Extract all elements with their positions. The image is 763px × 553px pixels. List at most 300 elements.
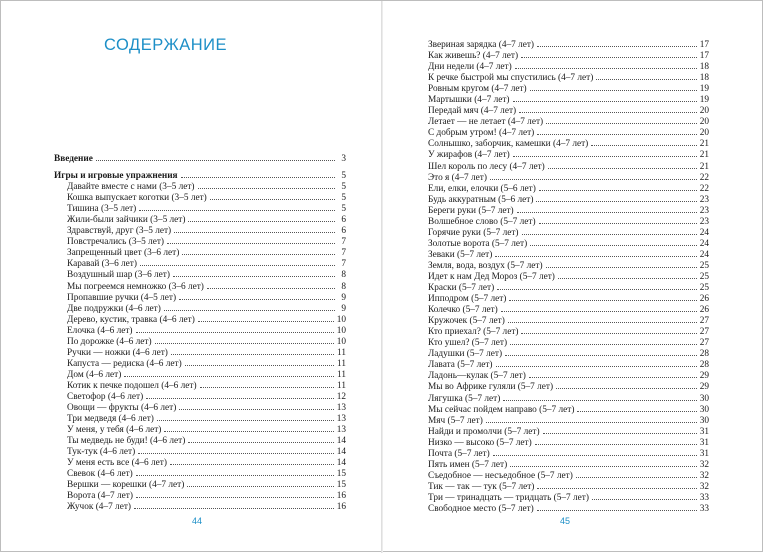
toc-entry (54, 337, 346, 348)
toc-entry-page: 19 (699, 84, 709, 95)
toc-entry-page: 9 (341, 292, 346, 303)
toc-entry (428, 427, 709, 438)
toc-entry-page: 29 (699, 371, 709, 382)
toc-entry-title: Мартышки (4–7 лет) (428, 95, 510, 106)
toc-entry-title: Золотые ворота (5–7 лет) (428, 238, 528, 249)
toc-entry-page: 8 (341, 281, 346, 292)
toc-entry-page: 32 (699, 470, 709, 481)
toc-entry-page: 23 (699, 194, 709, 205)
toc-entry (428, 382, 709, 393)
dot-leader (496, 366, 697, 367)
toc-entry (428, 504, 709, 515)
toc-entry (428, 228, 709, 239)
toc-entry-title: Съедобное — несъедобное (5–7 лет) (428, 470, 573, 481)
toc-entry (428, 338, 709, 349)
dot-leader (577, 411, 696, 412)
dot-leader (182, 254, 335, 255)
toc-entry (54, 414, 346, 425)
dot-leader (515, 68, 697, 69)
toc-entry-title: Почта (5–7 лет) (428, 448, 490, 459)
toc-entry-title: Ровным кругом (4–7 лет) (428, 84, 527, 95)
toc-entry-title: Жили-были зайчики (3–5 лет) (67, 215, 186, 226)
toc-entry-page: 14 (336, 458, 346, 469)
toc-entry-title: Дом (4–6 лет) (67, 369, 122, 380)
toc-entry-title: Здравствуй, друг (3–5 лет) (67, 226, 172, 237)
dot-leader (530, 245, 697, 246)
toc-entry (54, 436, 346, 447)
toc-entry-title: Мяч (5–7 лет) (428, 415, 483, 426)
toc-entry-title: Идет к нам Дед Мороз (5–7 лет) (428, 271, 555, 282)
toc-entry (428, 51, 709, 62)
toc-entry-page: 33 (699, 503, 709, 514)
toc-entry (428, 106, 709, 117)
toc-entry-title: Мы погреемся немножко (3–6 лет) (67, 281, 204, 292)
toc-entry-title: К речке быстрой мы спустились (4–7 лет) (428, 73, 594, 84)
dot-leader (198, 321, 334, 322)
toc-entry-page: 23 (699, 205, 709, 216)
toc-entry-title: Звериная зарядка (4–7 лет) (428, 40, 535, 50)
dot-leader (493, 455, 697, 456)
toc-entry-page: 19 (699, 95, 709, 106)
dot-leader (521, 57, 697, 58)
toc-entry-title: У жирафов (4–7 лет) (428, 150, 510, 161)
dot-leader (591, 145, 696, 146)
toc-entry-title: Краски (5–7 лет) (428, 283, 495, 294)
toc-entry (428, 206, 709, 217)
dot-leader (181, 177, 335, 178)
toc-entry (54, 403, 346, 414)
toc-entry-page: 24 (699, 249, 709, 260)
toc-entry (54, 458, 346, 469)
toc-entry (54, 259, 346, 270)
toc-entry (54, 348, 346, 359)
toc-entry (54, 204, 346, 215)
dot-leader (490, 179, 697, 180)
toc-entry (54, 270, 346, 281)
toc-entry-title: Солнышко, заборчик, камешки (4–7 лет) (428, 139, 589, 150)
toc-entry (428, 371, 709, 382)
dot-leader (171, 354, 334, 355)
dot-leader (517, 212, 697, 213)
dot-leader (188, 442, 333, 443)
toc-entry-page: 21 (699, 139, 709, 150)
toc-entry-title: Вершки — корешки (4–7 лет) (67, 480, 185, 491)
toc-entry-page: 14 (336, 447, 346, 458)
dot-leader (537, 488, 696, 489)
toc-entry-title: Ели, елки, елочки (5–6 лет) (428, 183, 536, 194)
toc-entry-page: 27 (699, 338, 709, 349)
toc-entry (428, 449, 709, 460)
toc-entry-title: Капуста — редиска (4–6 лет) (67, 358, 182, 369)
dot-leader (210, 199, 335, 200)
toc-entry-title: Елочка (4–6 лет) (67, 325, 133, 336)
toc-entry-page: 32 (699, 459, 709, 470)
toc-entry-title: По дорожке (4–6 лет) (67, 336, 152, 347)
toc-entry (428, 95, 709, 106)
toc-entry (428, 272, 709, 283)
toc-entry-title: Запрещенный цвет (3–6 лет) (67, 248, 180, 259)
toc-entry-title: Пропавшие ручки (4–5 лет) (67, 292, 177, 303)
dot-leader (510, 344, 697, 345)
toc-entry-page: 27 (699, 327, 709, 338)
dot-leader (155, 343, 334, 344)
dot-leader (546, 123, 697, 124)
dot-leader (522, 234, 697, 235)
toc-entry (428, 316, 709, 327)
toc-entry (428, 360, 709, 371)
toc-entry-page: 17 (699, 51, 709, 62)
toc-entry-page: 24 (699, 238, 709, 249)
toc-entry-page: 27 (699, 316, 709, 327)
toc-entry-page: 25 (699, 271, 709, 282)
toc-entry-title: Две подружки (4–6 лет) (67, 303, 161, 314)
toc-entry-page: 33 (699, 492, 709, 503)
toc-entry-page: 31 (699, 448, 709, 459)
toc-entry-page: 23 (699, 216, 709, 227)
toc-entry-title: Летает — не летает (4–7 лет) (428, 117, 544, 128)
toc-entry (428, 150, 709, 161)
toc-entry (54, 171, 346, 182)
toc-entry-title: Светофор (4–6 лет) (67, 391, 144, 402)
dot-leader (179, 409, 333, 410)
toc-entry-page: 15 (336, 469, 346, 480)
toc-entry-page: 29 (699, 382, 709, 393)
toc-title: СОДЕРЖАНИЕ (104, 36, 228, 54)
toc-entry (54, 480, 346, 491)
toc-entry (428, 327, 709, 338)
toc-entry-page: 25 (699, 260, 709, 271)
toc-entry-page: 24 (699, 227, 709, 238)
toc-entry (428, 62, 709, 73)
toc-entry-title: Пять имен (5–7 лет) (428, 459, 508, 470)
toc-entry (54, 447, 346, 458)
dot-leader (529, 377, 697, 378)
toc-entry (428, 128, 709, 139)
toc-entry-page: 31 (699, 437, 709, 448)
toc-entry-page: 16 (336, 502, 346, 513)
toc-entry-page: 17 (699, 40, 709, 50)
toc-entry-title: Дни недели (4–7 лет) (428, 62, 512, 73)
dot-leader (537, 46, 697, 47)
toc-entry (428, 416, 709, 427)
toc-entry-title: Будь аккуратным (5–6 лет) (428, 194, 534, 205)
toc-entry-title: Лавата (5–7 лет) (428, 360, 493, 371)
toc-entry-page: 5 (341, 204, 346, 215)
toc-entry (54, 315, 346, 326)
dot-leader (519, 112, 697, 113)
toc-entry-page: 15 (336, 480, 346, 491)
toc-entry (428, 139, 709, 150)
toc-entry-page: 26 (699, 305, 709, 316)
toc-entry (428, 195, 709, 206)
toc-entry-page: 31 (699, 426, 709, 437)
dot-leader (510, 466, 697, 467)
toc-entry (428, 84, 709, 95)
toc-entry-page: 18 (699, 73, 709, 84)
toc-entry (428, 394, 709, 405)
toc-entry-page: 30 (699, 415, 709, 426)
dot-leader (164, 431, 333, 432)
dot-leader (539, 223, 697, 224)
toc-entry-title: Свевок (4–6 лет) (67, 469, 133, 480)
toc-entry-title: Повстречались (3–5 лет) (67, 237, 165, 248)
toc-entry (428, 493, 709, 504)
toc-entry-page: 22 (699, 183, 709, 194)
toc-entry (54, 237, 346, 248)
toc-entry-page: 10 (336, 336, 346, 347)
toc-entry-title: Ипподром (5–7 лет) (428, 294, 507, 305)
toc-entry-title: Тишина (3–5 лет) (67, 204, 137, 215)
toc-entry (54, 215, 346, 226)
toc-entry-title: Кто ушел? (5–7 лет) (428, 338, 508, 349)
toc-entry-title: С добрым утром! (4–7 лет) (428, 128, 535, 139)
dot-leader (546, 267, 697, 268)
toc-entry-title: Волшебное слово (5–7 лет) (428, 216, 536, 227)
toc-entry-page: 12 (336, 391, 346, 402)
toc-entry (54, 282, 346, 293)
toc-entry-page: 30 (699, 393, 709, 404)
toc-entry-page: 26 (699, 294, 709, 305)
toc-entry-page: 11 (337, 369, 346, 380)
dot-leader (576, 477, 697, 478)
toc-entry-page: 5 (341, 171, 346, 182)
dot-leader (157, 420, 334, 421)
dot-leader (187, 486, 333, 487)
dot-leader (535, 444, 697, 445)
dot-leader (167, 243, 335, 244)
toc-entry-page: 5 (341, 182, 346, 193)
toc-entry-title: Береги руки (5–7 лет) (428, 205, 514, 216)
toc-entry (428, 283, 709, 294)
toc-entry-title: Шел король по лесу (4–7 лет) (428, 161, 545, 172)
toc-entry (428, 460, 709, 471)
toc-entry-title: Как живешь? (4–7 лет) (428, 51, 519, 62)
toc-entry (428, 184, 709, 195)
toc-entry-page: 11 (337, 380, 346, 391)
toc-entry-page: 16 (336, 491, 346, 502)
toc-entry-page: 8 (341, 270, 346, 281)
toc-entry-title: Кто приехал? (5–7 лет) (428, 327, 519, 338)
toc-entry (428, 471, 709, 482)
dot-leader (486, 422, 697, 423)
toc-entry-title: Ладушки (5–7 лет) (428, 349, 503, 360)
toc-entry-page: 20 (699, 106, 709, 117)
toc-entry-page: 10 (336, 325, 346, 336)
toc-entry-title: Лягушка (5–7 лет) (428, 393, 501, 404)
toc-entry-title: Воздушный шар (3–6 лет) (67, 270, 170, 281)
toc-entry (428, 217, 709, 228)
dot-leader (556, 388, 697, 389)
toc-entry (54, 469, 346, 480)
toc-entry-page: 7 (341, 259, 346, 270)
toc-entry-title: У меня, у тебя (4–6 лет) (67, 425, 162, 436)
page-gutter (381, 1, 383, 553)
toc-entry (54, 293, 346, 304)
dot-leader (508, 322, 697, 323)
toc-entry-title: Горячие руки (5–7 лет) (428, 227, 519, 238)
toc-entry-title: Передай мяч (4–7 лет) (428, 106, 517, 117)
toc-entry-title: Ты медведь не буди! (4–6 лет) (67, 436, 186, 447)
dot-leader (146, 398, 334, 399)
dot-leader (198, 188, 336, 189)
page-number-right: 45 (560, 516, 571, 526)
dot-leader (505, 355, 697, 356)
toc-entry-title: Найди и промолчи (5–7 лет) (428, 426, 540, 437)
toc-entry-title: Дерево, кустик, травка (4–6 лет) (67, 314, 195, 325)
dot-leader (521, 333, 696, 334)
toc-entry (428, 239, 709, 250)
toc-entry-title: Земля, вода, воздух (5–7 лет) (428, 260, 543, 271)
toc-entry-page: 22 (699, 172, 709, 183)
toc-entry (428, 40, 709, 51)
dot-leader (138, 453, 334, 454)
toc-list-left (54, 154, 346, 514)
toc-entry (428, 349, 709, 360)
toc-entry (54, 370, 346, 381)
toc-entry (428, 117, 709, 128)
toc-entry-title: Колечко (5–7 лет) (428, 305, 498, 316)
toc-entry-page: 13 (336, 403, 346, 414)
dot-leader (509, 300, 696, 301)
dot-leader (164, 310, 335, 311)
toc-entry-page: 6 (341, 226, 346, 237)
toc-entry (54, 154, 346, 165)
dot-leader (501, 311, 697, 312)
dot-leader (96, 160, 335, 161)
toc-entry (54, 491, 346, 502)
toc-entry (54, 392, 346, 403)
dot-leader (592, 499, 697, 500)
toc-entry (428, 162, 709, 173)
dot-leader (140, 265, 335, 266)
dot-leader (495, 256, 696, 257)
toc-entry (428, 73, 709, 84)
toc-entry-title: Зеваки (5–7 лет) (428, 249, 493, 260)
dot-leader (134, 508, 334, 509)
toc-entry (54, 304, 346, 315)
dot-leader (536, 201, 696, 202)
dot-leader (513, 156, 697, 157)
toc-entry-page: 18 (699, 62, 709, 73)
dot-leader (136, 475, 334, 476)
toc-entry-page: 32 (699, 481, 709, 492)
dot-leader (200, 387, 335, 388)
dot-leader (537, 134, 696, 135)
toc-entry (54, 359, 346, 370)
toc-entry-title: Давайте вместе с нами (3–5 лет) (67, 182, 195, 193)
toc-entry-page: 14 (336, 436, 346, 447)
toc-entry-title: Каравай (3–6 лет) (67, 259, 137, 270)
dot-leader (548, 168, 697, 169)
dot-leader (170, 464, 334, 465)
toc-entry-title: Кошка выпускает коготки (3–5 лет) (67, 193, 207, 204)
toc-entry-page: 5 (341, 193, 346, 204)
toc-entry (54, 182, 346, 193)
dot-leader (207, 288, 335, 289)
toc-entry-page: 20 (699, 117, 709, 128)
dot-leader (497, 289, 696, 290)
toc-entry-title: Три — тринадцать — тридцать (5–7 лет) (428, 492, 589, 503)
toc-entry (428, 294, 709, 305)
toc-entry (428, 405, 709, 416)
toc-entry-page: 3 (341, 154, 346, 164)
dot-leader (188, 221, 335, 222)
page-number-left: 44 (192, 516, 203, 526)
toc-entry-page: 9 (341, 303, 346, 314)
dot-leader (530, 90, 697, 91)
dot-leader (185, 365, 334, 366)
toc-entry-title: Мы сейчас пойдем направо (5–7 лет) (428, 404, 575, 415)
dot-leader (136, 497, 334, 498)
toc-entry-title: Игры и игровые упражнения (54, 171, 178, 182)
toc-entry-page: 20 (699, 128, 709, 139)
toc-entry-title: Овощи — фрукты (4–6 лет) (67, 403, 177, 414)
toc-entry-page: 13 (336, 425, 346, 436)
toc-entry-title: Ворота (4–7 лет) (67, 491, 133, 502)
toc-entry-page: 28 (699, 349, 709, 360)
toc-entry (54, 193, 346, 204)
toc-entry-title: Введение (54, 154, 93, 164)
dot-leader (503, 400, 696, 401)
dot-leader (596, 79, 696, 80)
toc-entry (428, 438, 709, 449)
toc-entry-title: Ладонь—кулак (5–7 лет) (428, 371, 526, 382)
toc-entry-title: Свободное место (5–7 лет) (428, 503, 534, 514)
toc-entry-page: 13 (336, 414, 346, 425)
toc-entry-page: 10 (336, 314, 346, 325)
toc-entry-page: 28 (699, 360, 709, 371)
dot-leader (173, 276, 335, 277)
toc-list-right (428, 40, 709, 515)
toc-entry-title: Жучок (4–7 лет) (67, 502, 131, 513)
toc-entry (54, 425, 346, 436)
toc-entry (428, 305, 709, 316)
toc-entry-title: Три медведя (4–6 лет) (67, 414, 154, 425)
dot-leader (558, 278, 697, 279)
toc-entry-title: Низко — высоко (5–7 лет) (428, 437, 532, 448)
dot-leader (124, 376, 334, 377)
toc-entry (54, 381, 346, 392)
toc-entry-title: Кружочек (5–7 лет) (428, 316, 505, 327)
toc-entry-title: Это я (4–7 лет) (428, 172, 487, 183)
dot-leader (136, 332, 334, 333)
dot-leader (543, 433, 697, 434)
toc-entry (428, 261, 709, 272)
dot-leader (139, 210, 335, 211)
toc-entry-title: Мы во Африке гуляли (5–7 лет) (428, 382, 554, 393)
toc-entry (428, 250, 709, 261)
toc-entry-page: 11 (337, 358, 346, 369)
toc-entry-page: 11 (337, 347, 346, 358)
toc-entry-page: 7 (341, 248, 346, 259)
dot-leader (537, 510, 697, 511)
toc-entry-page: 6 (341, 215, 346, 226)
dot-leader (174, 232, 335, 233)
toc-entry (428, 482, 709, 493)
toc-entry (428, 173, 709, 184)
dot-leader (179, 299, 335, 300)
toc-entry (54, 326, 346, 337)
toc-entry (54, 226, 346, 237)
toc-entry-title: У меня есть все (4–6 лет) (67, 458, 167, 469)
toc-entry-page: 25 (699, 283, 709, 294)
toc-entry-title: Тук-тук (4–6 лет) (67, 447, 136, 458)
toc-entry-page: 7 (341, 237, 346, 248)
toc-entry (54, 248, 346, 259)
toc-entry (54, 502, 346, 513)
toc-entry-title: Котик к печке подошел (4–6 лет) (67, 380, 197, 391)
toc-entry-page: 30 (699, 404, 709, 415)
